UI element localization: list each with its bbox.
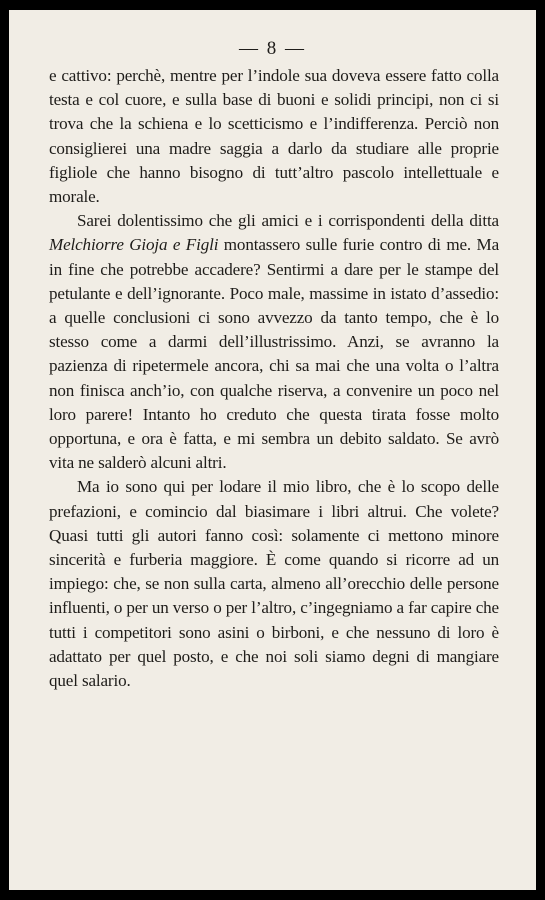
paragraph-gioja	[49, 209, 499, 475]
paragraph-continuation: e cattivo: perchè, mentre per l’indole sua doveva essere fatto colla testa e col cuore, e sulla base di buoni e solidi principi, non ci si trova che la schiena e lo scetticismo e l’indifferenza. Perciò non consiglierei una madre saggia a darlo da studiare alle proprie figliole che hanno bisogno di tutt’altro pascolo intellettuale e morale.	[49, 66, 499, 207]
body-text	[49, 64, 499, 693]
publisher-name: Melchiorre Gioja e Figli	[49, 235, 219, 255]
paragraph-gioja-start: Sarei dolentissimo che gli amici e i corrispondenti della ditta	[77, 211, 499, 231]
paragraph-gioja-end: montassero sulle furie contro di me. Ma in fine che potrebbe accadere? Sentirmi a dare per le stampe del petulante e dell’ignorante. Poco male, massime in istato d’assedio: a quelle conclusioni ci sono avvezzo da tanto tempo, che è lo stesso come a darmi dell’illustrissimo. Anzi, se avranno la pazienza di ripetermele ancora, chi sa mai che una volta o l’altra non finisca anch’io, con qualche riserva, a convenire un poco nel loro parere! Intanto ho creduto che questa tirata fosse molto opportuna, e ora è fatta, e mi sembra un debito saldato. Se avrò vita ne salderò alcuni altri.	[49, 235, 500, 473]
page-number: — 8 —	[239, 38, 306, 59]
book-page	[9, 10, 536, 890]
paragraph-prefazioni: Ma io sono qui per lodare il mio libro, che è lo scopo delle prefazioni, e comincio dal biasimare i libri altrui. Che volete? Quasi tutti gli autori fanno così: solamente ci mettono minore sincerità e furberia maggiore. È come quando si ricorre ad un impiego: che, se non sulla carta, almeno all’orecchio delle persone influenti, o per un verso o per l’altro, c’ingegniamo a far capire che tutti i competitori sono asini o birboni, e che nessuno di loro è adattato per quel posto, e che noi soli siamo degni di mangiare quel salario.	[49, 477, 499, 691]
